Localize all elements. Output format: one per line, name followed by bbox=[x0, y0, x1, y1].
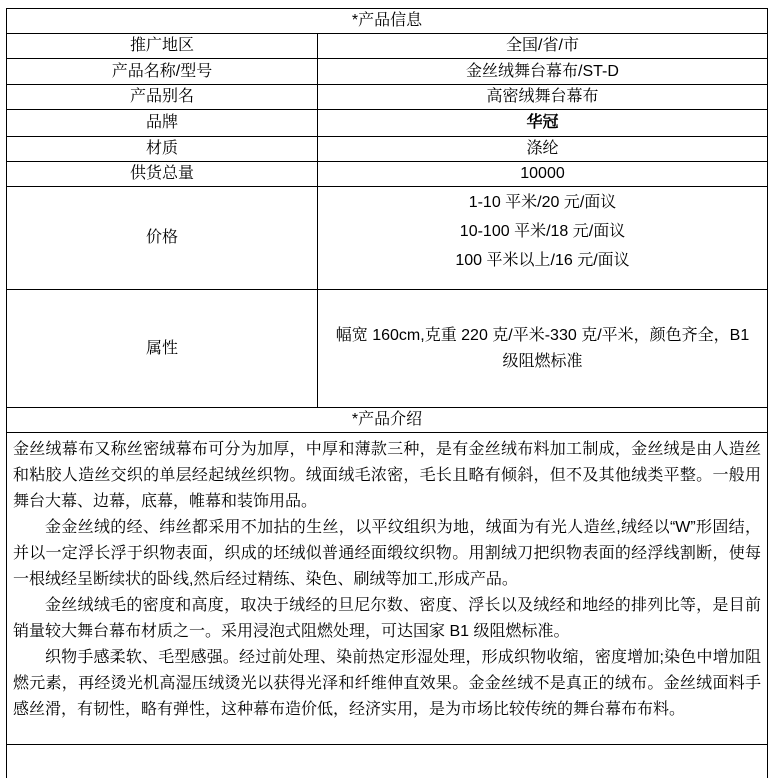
row-value-brand: 华冠 bbox=[318, 110, 768, 137]
row-value-price bbox=[318, 187, 768, 290]
intro-paragraph-3: 金丝绒绒毛的密度和高度，取决于绒经的旦尼尔数、密度、浮长以及绒经和地经的排列比等，是目前销量较大舞台幕布材质之一。采用浸泡式阻燃处理，可达国家 B1 级阻燃标准。 bbox=[13, 597, 761, 640]
row-value-attributes: 幅宽 160cm,克重 220 克/平米-330 克/平米，颜色齐全，B1 级阻燃标准 bbox=[318, 290, 768, 408]
intro-paragraph-2: 金金丝绒的经、纬丝都采用不加拈的生丝，以平纹组织为地，绒面为有光人造丝,绒经以“W”形固结，并以一定浮长浮于织物表面，织成的坯绒似普通经面缎纹织物。用割绒刀把织物表面的经浮线割断，使每一根绒经呈断续状的卧线,然后经过精练、染色、刷绒等加工,形成产品。 bbox=[13, 519, 761, 588]
row-value-product-name-model: 金丝绒舞台幕布/ST-D bbox=[318, 59, 768, 85]
row-label-product-name-model: 产品名称/型号 bbox=[7, 59, 318, 85]
table-row-empty bbox=[7, 745, 768, 778]
section-row-product-intro bbox=[7, 408, 768, 433]
row-label-promo-area: 推广地区 bbox=[7, 34, 318, 59]
intro-paragraph-4: 织物手感柔软、毛型感强。经过前处理、染前热定形湿处理，形成织物收缩，密度增加;染色中增加阻燃元素，再经烫光机高湿压绒烫光以获得光泽和纤维伸直效果。金金丝绒不是真正的绒布。金丝绒面料手感丝滑，有韧性，略有弹性，这种幕布造价低，经济实用，是为市场比较传统的舞台幕布布料。 bbox=[13, 649, 761, 718]
row-label-product-alias: 产品别名 bbox=[7, 85, 318, 110]
table-row-material bbox=[7, 137, 768, 162]
product-table bbox=[6, 8, 768, 778]
table-row-price bbox=[7, 187, 768, 290]
row-label-attributes: 属性 bbox=[7, 290, 318, 408]
table-row-product-alias bbox=[7, 85, 768, 110]
row-value-product-alias: 高密绒舞台幕布 bbox=[318, 85, 768, 110]
row-value-promo-area: 全国/省/市 bbox=[318, 34, 768, 59]
intro-text-cell bbox=[7, 433, 768, 745]
row-label-brand: 品牌 bbox=[7, 110, 318, 137]
section-title-product-intro: *产品介绍 bbox=[7, 408, 768, 433]
table-row-supply-total bbox=[7, 162, 768, 187]
row-label-price: 价格 bbox=[7, 187, 318, 290]
row-label-supply-total: 供货总量 bbox=[7, 162, 318, 187]
price-tier-3: 100 平米以上/16 元/面议 bbox=[455, 252, 630, 269]
table-row-intro-text bbox=[7, 433, 768, 745]
table-row-brand bbox=[7, 110, 768, 137]
table-row-attributes bbox=[7, 290, 768, 408]
price-tier-2: 10-100 平米/18 元/面议 bbox=[459, 223, 626, 240]
row-value-supply-total: 10000 bbox=[318, 162, 768, 187]
empty-cell bbox=[7, 745, 768, 778]
table-row-promo-area bbox=[7, 34, 768, 59]
row-value-material: 涤纶 bbox=[318, 137, 768, 162]
section-row-product-info bbox=[7, 9, 768, 34]
intro-paragraph-1: 金丝绒幕布又称丝密绒幕布可分为加厚，中厚和薄款三种，是有金丝绒布料加工制成，金丝绒是由人造丝和粘胶人造丝交织的单层经起绒丝织物。绒面绒毛浓密，毛长且略有倾斜，但不及其他绒类平整。一般用舞台大幕、边幕，底幕，帷幕和装饰用品。 bbox=[13, 441, 761, 510]
section-title-product-info: *产品信息 bbox=[7, 9, 768, 34]
row-label-material: 材质 bbox=[7, 137, 318, 162]
price-tier-1: 1-10 平米/20 元/面议 bbox=[468, 194, 617, 211]
table-row-product-name-model bbox=[7, 59, 768, 85]
